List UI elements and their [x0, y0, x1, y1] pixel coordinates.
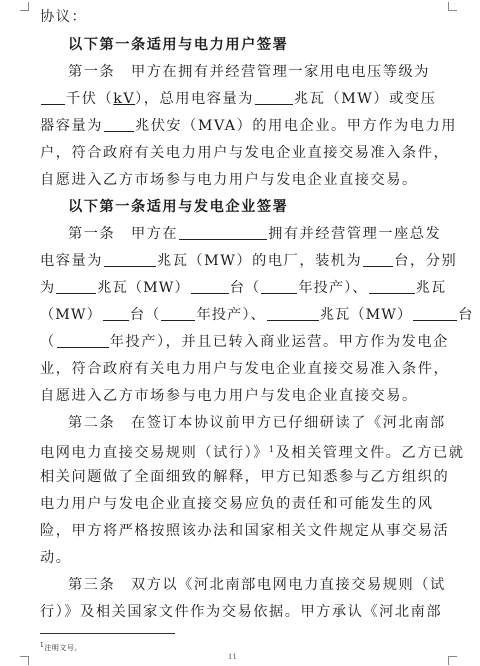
article3-line1: 第三条 双方以《河北南部电网电力直接交易规则（试	[68, 577, 446, 593]
unit3-capacity-blank[interactable]	[267, 307, 319, 321]
generator-article1-line5: （ 年投产），并且已转入商业运营。甲方作为发电企	[40, 334, 449, 350]
unit1-year-blank[interactable]	[261, 280, 297, 294]
generator-article1-line1: 第一条 甲方在 拥有并经营管理一座总发	[68, 226, 442, 242]
generator-article1-line7: 自愿进入乙方市场参与电力用户与发电企业直接交易。	[40, 388, 418, 404]
corner-mark-top-right	[448, 2, 457, 11]
transformer-capacity-blank[interactable]	[104, 118, 134, 132]
footnote	[40, 641, 82, 653]
corner-mark-bottom-right	[448, 656, 457, 665]
article2-line6: 动。	[40, 550, 72, 566]
power-user-article1-line2: 千伏（kV），总用电容量为 兆瓦（MW）或变压	[40, 90, 440, 108]
section-title-generator: 以下第一条适用与发电企业签署	[68, 199, 289, 215]
unit-count-blank[interactable]	[363, 253, 393, 267]
unit1-capacity-blank[interactable]	[56, 280, 96, 294]
generator-article1-line4: （MW） 台（ 年投产）、 兆瓦（MW） 台	[40, 307, 474, 323]
footnote-text: 注明文号。	[44, 644, 82, 652]
generator-article1-line3: 为 兆瓦（MW） 台（ 年投产）、 兆瓦	[40, 280, 447, 296]
unit1-count-blank[interactable]	[191, 280, 229, 294]
power-user-article1-line5: 自愿进入乙方市场参与电力用户与发电企业直接交易。	[40, 172, 418, 188]
unit2-count-blank[interactable]	[103, 307, 129, 321]
unit3-year-blank[interactable]	[57, 334, 109, 348]
article2-line2: 电网电力直接交易规则（试行）》$^1$及相关管理文件。乙方已就	[40, 445, 465, 461]
section-title-power-user: 以下第一条适用与电力用户签署	[68, 37, 289, 53]
total-capacity-blank[interactable]	[104, 253, 156, 267]
power-user-article1-line3: 器容量为 兆伏安（MVA）的用电企业。甲方作为电力用	[40, 118, 457, 134]
voltage-blank[interactable]	[41, 91, 65, 105]
plant-location-blank[interactable]	[179, 226, 267, 240]
page-number: 11	[228, 653, 237, 661]
power-user-article1-line1: 第一条 甲方在拥有并经营管理一家用电电压等级为	[68, 64, 430, 80]
corner-mark-bottom-left	[20, 656, 29, 665]
generator-article1-line6: 业，符合政府有关电力用户与发电企业直接交易准入条件，	[40, 361, 450, 377]
generator-article1-line2: 电容量为 兆瓦（MW）的电厂，装机为 台，分别	[40, 253, 458, 269]
article2-line1: 第二条 在签订本协议前甲方已仔细研读了《河北南部	[68, 415, 446, 431]
capacity-blank[interactable]	[255, 91, 293, 105]
unit2-year-blank[interactable]	[161, 307, 195, 321]
article2-line5: 险，甲方将严格按照该办法和国家相关文件规定从事交易活	[40, 523, 450, 539]
power-user-article1-line4: 户，符合政府有关电力用户与发电企业直接交易准入条件，	[40, 145, 450, 161]
unit2-capacity-blank[interactable]	[369, 280, 415, 294]
article2-line4: 电力用户与发电企业直接交易应负的责任和可能发生的风	[40, 496, 434, 512]
article3-line2: 行）》及相关国家文件作为交易依据。甲方承认《河北南部	[40, 604, 443, 620]
footnote-mark: 1	[40, 642, 45, 649]
footnote-reference[interactable]: 1	[268, 445, 276, 454]
article2-line3: 相关问题做了全面细致的解释，甲方已知悉参与乙方组织的	[40, 469, 450, 485]
footnote-separator	[40, 633, 175, 634]
unit3-count-blank[interactable]	[413, 307, 457, 321]
agreement-heading: 协议：	[40, 9, 88, 25]
corner-mark-top-left	[20, 2, 29, 11]
